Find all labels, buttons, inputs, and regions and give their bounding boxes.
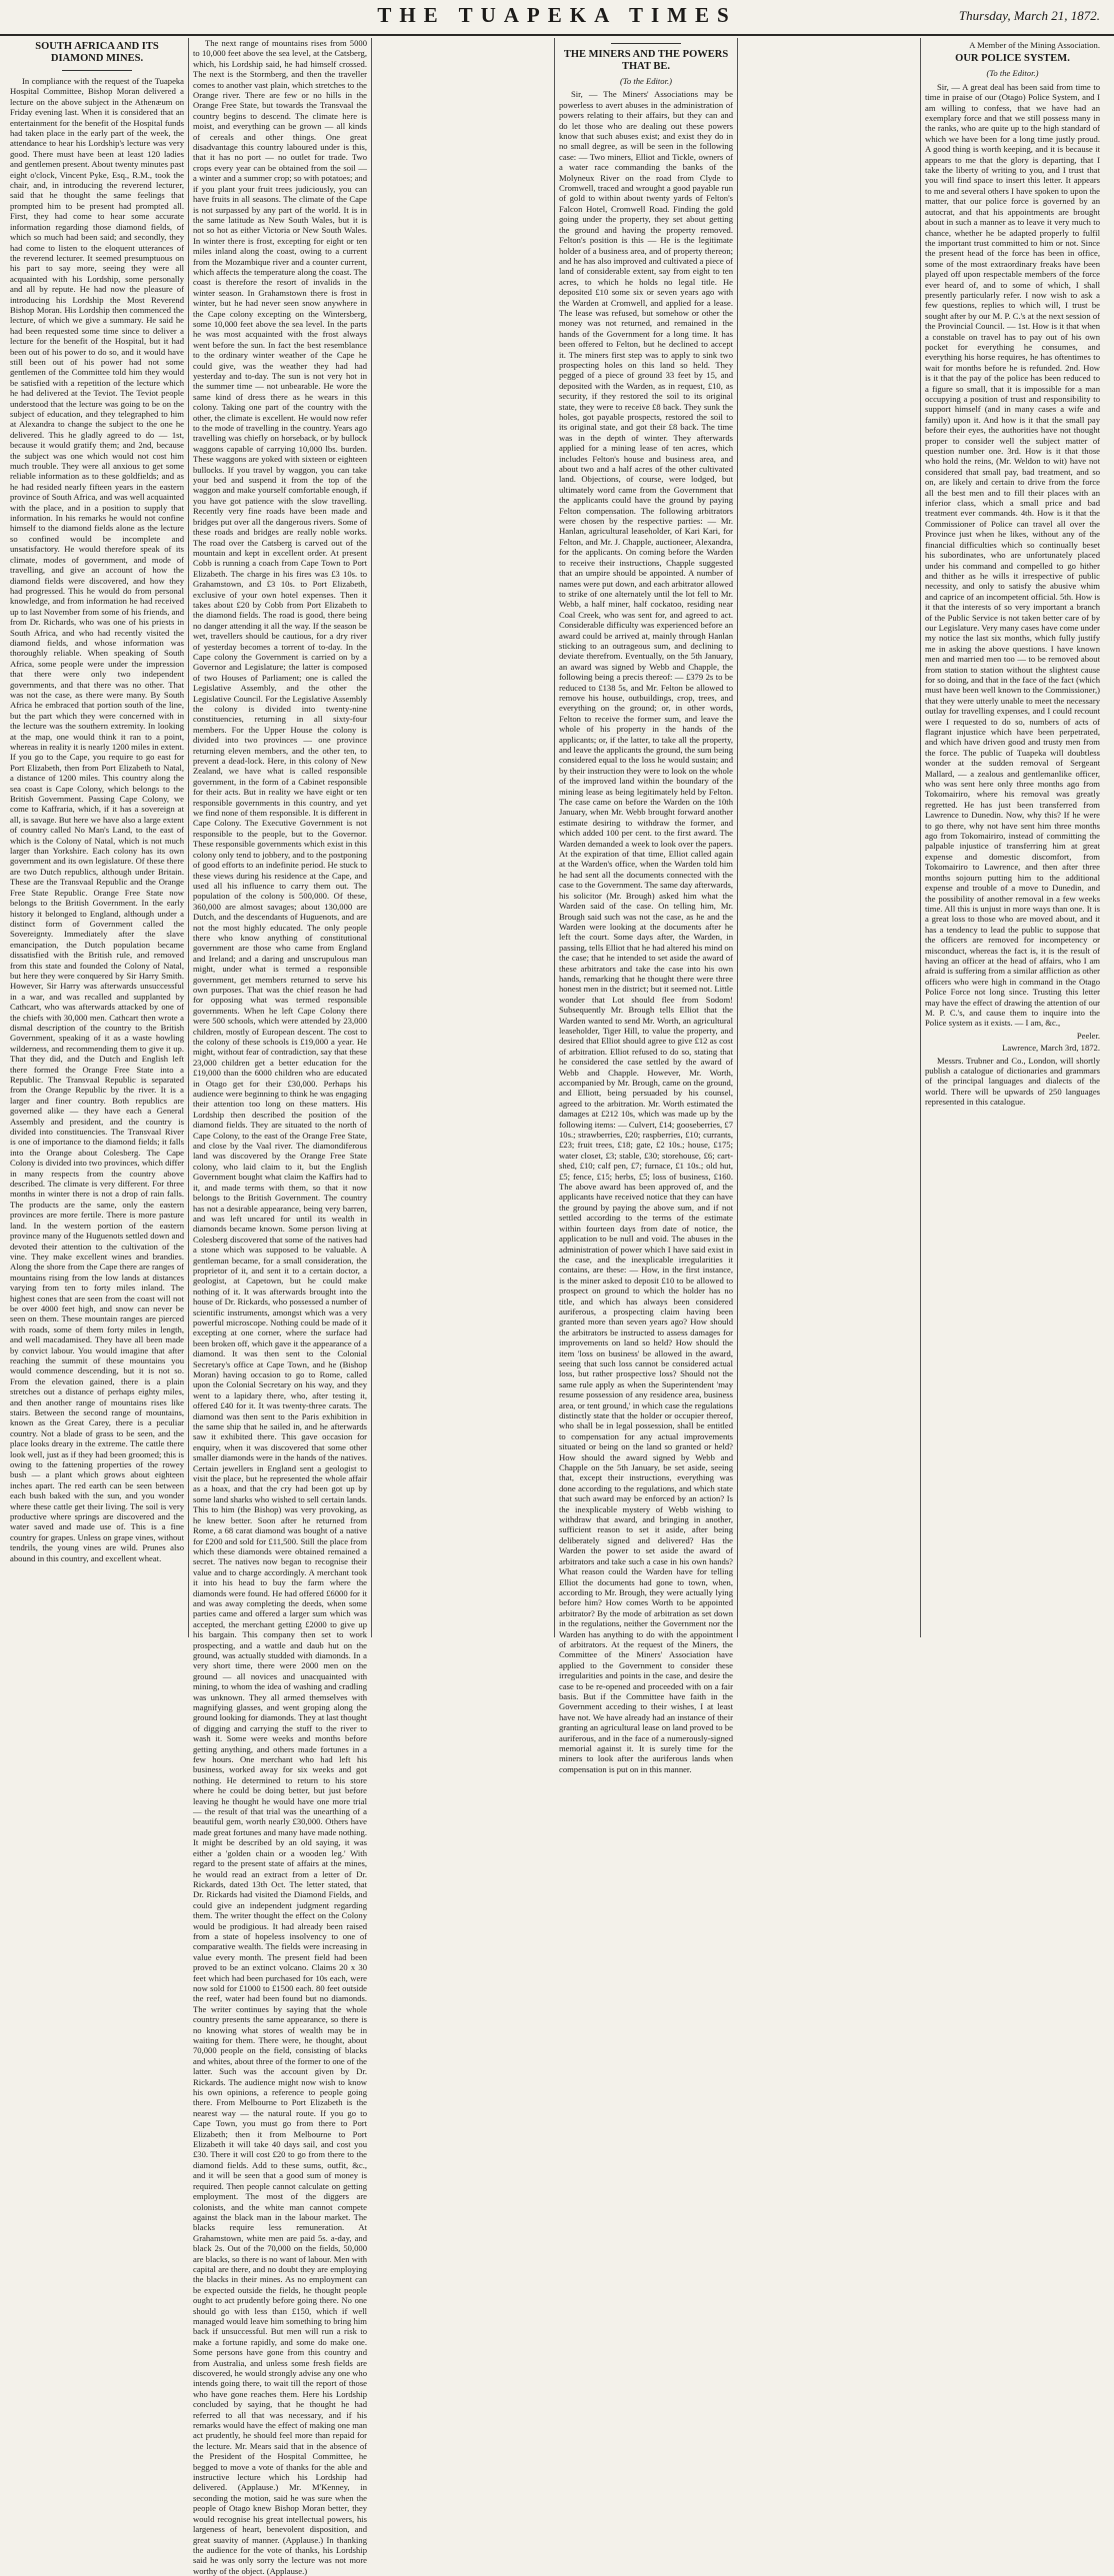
newspaper-title: THE TUAPEKA TIMES <box>377 3 737 27</box>
miners-signature: A Member of the Mining Association. <box>969 40 1100 50</box>
south-africa-heading: SOUTH AFRICA AND ITS DIAMOND MINES. <box>35 41 159 64</box>
column-1 <box>6 38 189 1637</box>
article-divider <box>611 43 681 44</box>
article-columns <box>6 38 1108 2576</box>
police-body: Sir, — A great deal has been said from time to time in praise of our (Otago) Police System, and I am willing to confess, that we have had an exemplary force and that we still possess many in the ranks, who are quite up to the high standard of which we have been for a long time justly proud. A good thing is worth keeping, and it is because it appears to me that the glory is departing, that I take the liberty of writing to you, and I trust that you will find space to insert this letter. It appears to me and several others I have spoken to upon the matter, that our police force is governed by an autocrat, and that his appointments are brought about in such a manner as to leave it very much to chance, whether he be adapted properly to fulfil the important trust committed to him or not. Since the present head of the force has been in office, some of the most extraordinary freaks have been played off upon respectable members of the force ever heard of, and to some of which, I shall presently particularly refer. I now wish to ask a few questions, replies to which will, I trust be sought after by our M. P. C.'s at the next session of the Provincial Council. — 1st. How is it that when a constable on travel has to pay out of his own pocket for everything he consumes, and everything his horse requires, he has oftentimes to wait for months before he is refunded. 2nd. How is it that the pay of the police has been reduced to a figure so small, that it is impossible for a man occupying a position of trust and responsibility to support himself (and in many cases a wife and family) upon it. And how is it that the small pay before their eyes, the authorities have not thought proper to consider well the subject matter of question number one. 3rd. How is it that those who hold the reins, (Mr. Weldon to wit) have not considered that small pay, bad treatment, and so on, are likely and certain to drive from the force all the best men and to fill their places with an inferior class, which a small price and bad treatment ever commands. 4th. How is it that the Commissioner of Police can travel all over the Province just when he likes, without any of the financial difficulties which so continually beset his subordinates, who are unfortunately placed under his command and compelled to go hither and thither as he wills it irrespective of public necessity, and only to satisfy the abusive whim and caprice of an incompetent official. 5th. How is it that the interests of so very important a branch of the Public Service is not taken better care of by our Legislature. Very many cases have come under my notice the last six months, which fully justify me in asking the above questions. I have known men and married men too — to be removed about from station to station without the slightest cause for so doing, and that in the face of the fact (which must have been well known to the Commissioner,) that they were utterly unable to meet the necessary outlay for travelling expenses, and I could recount were I requested to do so, numbers of acts of flagrant injustice which have been perpetrated, and which have driven good and trusty men from the force. The public of Tuapeka will doubtless wonder at the sudden removal of Sergeant Mallard, — a zealous and gentlemanlike officer, who was sent here only three months ago from Tokomairiro, where his removal was greatly regretted. He has just been transferred from Lawrence to Dunedin. Now, why this? If he were to go there, why not have sent him three months ago from Tokomairiro, instead of committing the palpable injustice of transferring him at great expense and domestic discomfort, from Tokomairiro to Lawrence, and then after three months sojourn putting him to the additional expense and trouble of a move to Dunedin, and the possibility of another removal in a few weeks time. All this is unjust in more ways than one. It is a great loss to those who are moved about, and it has a tendency to lead the public to suppose that the officers are removed for incompetency or misconduct, whereas the fact is, it is the result of having an officer at the head of affairs, who I am afraid is suffering from a similar affliction as other officers who were high in command in the Otago Police Force not long since. Trusting this letter may have the effect of drawing the attention of our M. P. C.'s, and cause them to inquire into the Police system as it exists. — I am, &c., <box>925 81 1100 1029</box>
miners-heading: THE MINERS AND THE POWERS THAT BE. <box>563 49 729 72</box>
masthead <box>0 0 1114 36</box>
issue-date: Thursday, March 21, 1872. <box>958 8 1100 23</box>
miners-attribution: (To the Editor.) <box>620 76 672 86</box>
police-signature: Peeler. <box>1076 1030 1100 1041</box>
column-5 <box>738 38 921 1637</box>
police-attribution: (To the Editor.) <box>986 68 1039 79</box>
column-2 <box>189 38 372 2576</box>
police-heading: OUR POLICE SYSTEM. <box>955 53 1070 65</box>
column-4 <box>555 38 738 1774</box>
publisher-notice: Messrs. Trubner and Co., London, will shortly publish a catalogue of dictionaries and grammars of the principal languages and dialects of the world. There will be upwards of 250 languages represented in this catalogue. <box>925 1055 1100 1108</box>
heading-rule <box>62 70 132 71</box>
police-place-date: Lawrence, March 3rd, 1872. <box>1002 1043 1100 1054</box>
south-africa-body-continued: The next range of mountains rises from 5000 to 10,000 feet above the sea level, at the Catsberg, which, his Lordship said, he had himself crossed. The next is the Stormberg, and then the traveller comes to another vast plain, which stretches to the Orange river. There are few or no hills in the Orange Free State, but towards the Transvaal the country begins to descend. The climate here is moist, and everything can be grown — all kinds of cereals and other things. One great disadvantage this country laboured under is this, that it has no port — no outlet for trade. Two crops every year can be obtained from the soil — a winter and a summer crop; so with potatoes; and if you plant your fruit trees judiciously, you can have fruits in all seasons. The climate of the Cape is not surpassed by any part of the world. It is in the same latitude as New South Wales, but it is not so hot as either Victoria or New South Wales. In winter there is frost, excepting for eight or ten miles inland along the coast, owing to a current from the Mozambique river and a counter current, which affects the temperature along the coast. The coast is therefore the resort of invalids in the winter season. In Grahamstown there is frost in winter, but he had never seen snow anywhere in the Cape colony excepting on the Wintersberg, some 10,000 feet above the sea level. In the parts he was most acquainted with the frost always went before the sun. In fact the best resemblance to the ordinary winter weather of the Cape he could give, was the weather they had had yesterday and to-day. The sun is not very hot in the summer time — not unbearable. He wore the same kind of dress there as he wears in this colony. Taking one part of the country with the other, the climate is excellent. He would now refer to the mode of travelling in the country. Years ago travelling was chiefly on horseback, or by bullock waggons capable of carrying 10,000 lbs. burden. These waggons are yoked with sixteen or eighteen bullocks. If you travel by waggon, you can take your bed and suspend it from the top of the waggon and make yourself comfortable enough, if you have got patience with the slow travelling. Recently very fine roads have been made and bridges put over all the dangerous rivers. Some of these roads and bridges are really noble works. The road over the Catsberg is carved out of the mountain and kept in excellent order. At present Cobb is running a coach from Cape Town to Port Elizabeth. The charge in his fires was £3 10s. to Grahamstown, and £3 10s. to Port Elizabeth, exclusive of your own hotel expenses. Then it takes about £20 by Cobb from Port Elizabeth to the diamond fields. The road is good, there being no danger attending it all the way. If the season be wet, travellers should be cautious, for a dry river of yesterday becomes a torrent of to-day. In the Cape colony the Government is carried on by a Governor and Legislature; the latter is composed of two Houses of Parliament; one is called the Legislative Assembly, and the other the Legislative Council. For the Legislative Assembly the colony is divided into twenty-nine constituencies, returning in all sixty-four members. For the Upper House the colony is divided into two provinces — one province returning eleven members, and the other ten, to prevent a dead-lock. Here, in this colony of New Zealand, we have what is called responsible government, in the form of a Cabinet responsible for their acts. But in reality we have eight or ten responsible governments in this country, and yet we find none of them responsible. It is different in Cape Colony. The Executive Government is not responsible to the people, but to the Governor. These responsible governments which exist in this colony only tend to jobbery, and to the postponing of good efforts to an indefinite period. He stuck to these views during his residence at the Cape, and used all his influence to carry them out. The population of the colony is 500,000. Of these, 360,000 are almost savages; about 130,000 are Dutch, and the descendants of Huguenots, and are not the most highly educated. The only people there who know anything of constitutional government are those who came from England and Ireland; and a daring and unscrupulous man might, under what is termed a responsible government, get members returned to serve his own purposes. That was the chief reason he had for opposing what was termed responsible governments. When he left Cape Colony there were 500 schools, which were attended by 23,000 children, mostly of European descent. The cost to the colony of these schools is £19,000 a year. He might, without fear of contradiction, say that these 23,000 children get a better education for the £19,000 than the 6000 children who are educated in Otago get for their £30,000. Perhaps his audience were beginning to think he was engaging their attention too long on these matters. His Lordship then described the position of the diamond fields. They are situated to the north of Cape Colony, to the east of the Orange Free State, and close by the Vaal river. The diamondiferous land was discovered by the Orange Free State colony, who laid claim to it, but the English Government bought what claim the Kaffirs had to it, and made terms with them, so that it now belongs to the British Government. The country has not a desirable appearance, being very barren, and was left uncared for until its wealth in diamonds became known. Some person living at Colesberg discovered that some of the natives had a stone which was supposed to be valuable. A gentleman became, for a small consideration, the proprietor of it, and sent it to a certain doctor, a geologist, at Capetown, but he could make nothing of it. It was afterwards brought into the house of Dr. Rickards, who possessed a number of scientific instruments, amongst which was a very powerful microscope. Nothing could be made of it excepting at one corner, where the surface had been broken off, which gave it the appearance of a diamond. It was then sent to the Colonial Secretary's office at Cape Town, and he (Bishop Moran) having occasion to go to Rome, called upon the Colonial Secretary on his way, and they went to a lapidary there, who, after testing it, offered £40 for it. It was twenty-three carats. The diamond was then sent to the Paris exhibition in the same ship that he sailed in, and he afterwards saw it exhibited there. This gave occasion for enquiry, when it was discovered that some other smaller diamonds were in the hands of the natives. Certain jewellers in England sent a geologist to visit the place, but he represented the whole affair as a hoax, and that the cry had been got up by some land sharks who wished to sell certain lands. This to him (the Bishop) was very provoking, as he knew better. Soon after he returned from Rome, a 68 carat diamond was bought of a native for £200 and sold for £11,500. Still the place from which these diamonds were obtained remained a secret. The natives now began to recognise their value and to charge accordingly. A merchant took it into his head to buy the farm where the diamonds were found. He had offered £6000 for it and was away completing the deeds, when some parties came and offered a larger sum which was accepted, the merchant getting £2000 to give up his bargain. This company then set to work prospecting, and a wattle and daub hut on the ground, was actually studded with diamonds. In a very short time, there were 2000 men on the ground — all novices and unacquainted with mining, to whom the idea of washing and cradling was unknown. They all armed themselves with magnifying glasses, and went groping along the ground looking for diamonds. They at last thought of digging and carrying the stuff to the river to wash it. Some were weeks and months before getting anything, and others made fortunes in a few hours. One merchant who had left his business, worked away for six weeks and got nothing. He determined to return to his store where he could be doing better, but just before leaving he thought he would have one more trial — the result of that trial was the unearthing of a beautiful gem, worth nearly £30,000. Others have made great fortunes and many have made nothing. It might be described by an old saying, it was either a 'golden chain or a wooden leg.' With regard to the present state of affairs at the mines, he would read an extract from a letter of Dr. Rickards, dated 13th Oct. The letter stated, that Dr. Rickards had visited the Diamond Fields, and could give an independent judgment regarding them. The writer thought the effect on the Colony would be prodigious. It had already been raised from a state of hopeless insolvency to one of comparative wealth. The fields were increasing in value every month. The present field had been proved to be an extinct volcano. Claims 20 x 30 feet which had been purchased for 10s each, were now sold for £1000 to £1500 each. 80 feet outside the reef, water had been found but no diamonds. The writer continues by saying that the whole country presents the same appearance, so there is no knowing what stores of wealth may be in waiting for them. There were, he thought, about 70,000 people on the field, consisting of blacks and whites, about three of the former to one of the latter. Such was the account given by Dr. Rickards. The audience might now wish to know his own opinions, a reference to people going there. From Melbourne to Port Elizabeth is the nearest way — the natural route. If you go to Cape Town, you must go from there to Port Elizabeth; then it from Melbourne to Port Elizabeth it will take 40 days sail, and cost you £30. There it will cost £20 to go from there to the diamond fields. Add to these sums, outfit, &c., and it will be seen that a good sum of money is required. Then people cannot calculate on getting employment. The most of the diggers are colonists, and the white man cannot compete against the black man in the labour market. The blacks require less remuneration. At Grahamstown, white men are paid 5s. a-day, and black 2s. Out of the 70,000 on the fields, 50,000 are blacks, so there is no want of labour. Men with capital are there, and no doubt they are employing the blacks in their mines. As no employment can be expected outside the fields, he thought people ought to act prudently before going there. No one should go with less than £150, which if well managed would leave him something to bring him back if unsuccessful. But men will run a risk to make a fortune rapidly, and some do make one. Some persons have gone from this country and from Australia, and unless some fresh fields are discovered, he would strongly advise any one who intends going there, to wait till the report of those who have gone reaches them. Here his Lordship concluded by saying, that he thought he had referred to all that was necessary, and if his remarks would have the effect of making one man act prudently, he should feel more than repaid for the lecture. Mr. Mears said that in the absence of the President of the Hospital Committee, he begged to move a vote of thanks for the able and instructive lecture which his Lordship had delivered. (Applause.) Mr. M'Kenney, in seconding the motion, said he was sure when the people of Otago knew Bishop Moran better, they would recognise his great intellectual powers, his largeness of heart, benevolent disposition, and great suavity of manner. (Applause.) In thanking the audience for the vote of thanks, his Lordship said he was only sorry the lecture was not more worthy of the object. (Applause.) <box>193 38 367 2576</box>
column-6 <box>921 38 1104 1637</box>
miners-body: Sir, — The Miners' Associations may be powerless to avert abuses in the administration of powers relating to their affairs, but they can and do let those who are dealing out these powers know that such abuses exist; and exist they do in no small degree, as will be seen in the following case: — Two miners, Elliot and Tickle, owners of a water race commanding the banks of the Molyneux River on the road from Clyde to Cromwell, traced and wrought a good payable run of gold to within about twenty yards of Felton's Falcon Hotel, Cromwell Road. Finding the gold going under the property, they set about getting the ground and having the property removed. Felton's position is this — He is the legitimate holder of a business area, and of property thereon; and he has also improved and cultivated a piece of land of considerable extent, say from eight to ten acres, to which he holds no legal title. He deposited £10 some six or seven years ago with the Warden at Cromwell, and applied for a lease. The lease was refused, but somehow or other the money was not returned, and remained in the hands of the Government for a long time. It has been offered to Felton, but he declined to accept it. The miners first step was to apply to sink two prospecting holes on this land so held. They pegged of a piece of ground 33 feet by 15, and deposited with the Warden, as in request, £10, as security, if they restored the soil to its original state, they were to receive £8 back. They sunk the holes, got payable prospects, restored the soil to its original state, and got their £8 back. The time was in the depth of winter. They afterwards applied for a mining lease of ten acres, which includes Felton's house and business area, and about two and a half acres of the other cultivated land. Objections, of course, were lodged, but ultimately word came from the Government that the applicants could have the ground by paying Felton compensation. The following arbitrators were chosen by the respective parties: — Mr. Hanlan, agricultural leaseholder, of Kari Kari, for Felton, and Mr. J. Chapple, auctioneer, Alexandra, for the applicants. On coming before the Warden to receive their instructions, Chapple suggested that an umpire should be appointed. A number of names were put down, and each arbitrator allowed to strike of one alternately until the lot fell to Mr. Webb, a half miner, half cockatoo, residing near Coal Creek, who was sent for, and agreed to act. Considerable difficulty was experienced before an award could be arrived at, mainly through Hanlan sticking to an outrageous sum, and declining to deviate therefrom. Eventually, on the 5th January, an award was signed by Webb and Chapple, the following being a precis thereof: — £379 2s to be reduced to £138 5s, and Mr. Felton be allowed to remove his house, outbuildings, crop, trees, and everything on the ground; or, in other words, Felton to receive the former sum, and leave the whole of his property in the hands of the applicants; or, if the latter, to take all the property, and leave the applicants the ground, the sum being considered equal to the loss he would sustain; and by their instruction they were to look on the whole of the improved land within the boundary of the mining lease as being legitimately held by Felton. The case came on before the Warden on the 10th January, when Mr. Webb brought forward another estimate desiring to withdraw the former, and which added 100 per cent. to the first award. The Warden demanded a week to look over the papers. At the expiration of that time, Elliot called again at the Warden's office, when the Warden told him he had sent all the documents connected with the case to the Government. The same day afterwards, his solicitor (Mr. Brough) asked him what the Warden said of the case. On telling him, Mr. Brough said such was not the case, as he and the Warden were looking at the documents after he left the court. Some days after, the Warden, in passing, tells Elliot that he had altered his mind on the case; that he intended to set aside the award of these arbitrators and take the case into his own hands, remarking that he thought there were three honest men in the district; but it seemed not. Little wonder that Lot should flee from Sodom! Subsequently Mr. Brough tells Elliot that the Warden wanted to send Mr. Worth, an agricultural leaseholder, Tiger Hill, to value the property, and desired that Elliot should agree to give £12 as cost of arbitration. Elliot refused to do so, stating that he considered the case settled by the award of Webb and Chapple. However, Mr. Worth, accompanied by Mr. Brough, came on the ground, and Elliott, being persuaded by his counsel, agreed to the arbitration. Mr. Worth estimated the damages at £212 10s, which was made up by the following items: — Culvert, £14; gooseberries, £7 10s.; strawberries, £20; raspberries, £10; currants, £23; fruit trees, £18; gate, £2 10s.; house, £175; water closet, £3; stable, £30; storehouse, £6; cart-shed, £10; calf pen, £7; furnace, £1 10s.; old hut, £5; fence, £15; herbs, £5; loss of business, £160. The above award has been approved of, and the applicants have received notice that they can have the ground by paying the above sum, and if not settled according to the terms of the estimate within fourteen days from date of notice, the application to be null and void. The abuses in the administration of power which I have said exist in the case, and the inexplicable irregularities it contains, are these: — How, in the first instance, is the miner asked to deposit £10 to be allowed to prospect on ground to which the holder has no title, and which has always been considered auriferous, a prospecting claim having been granted more than seven years ago? How should the arbitrators be instructed to assess damages for improvements on land so held? How should the item 'loss on business' be allowed in the award, seeing that such loss cannot be considered actual loss, but rather prospective loss? Should not the same rule apply as when the Superintendent 'may resume possession of any residence area, business area, or tent ground,' in which case the regulations distinctly state that the holder or occupier thereof, who shall be in legal possession, shall be entitled to compensation for any actual improvements situated or being on the land so granted or held? How should the award signed by Webb and Chapple on the 5th January, be set aside, seeing that, except their instructions, everything was done according to the regulations, and which state that such award may be enforced by an action? Is the inexplicable mystery of Webb wishing to withdraw that award, and bringing in another, sufficient reason to set it aside, after being deliberately signed and delivered? Has the Warden the power to set aside the award of arbitrators and take such a case in his own hands? What reason could the Warden have for telling Elliot the documents had gone to town, when, according to Mr. Brough, they were actually lying before him? How comes Worth to be appointed arbitrator? By the mode of arbitration as set down in the regulations, neither the Government nor the Warden has anything to do with the appointment of arbitrators. At the request of the Miners, the Committee of the Miners' Association have applied to the Government to consider these irregularities and points in the case, and desire the case to be re-opened and proceeded with on a fair basis. But if the Committee have faith in the Government acceding to their wishes, I at least have not. We have already had an instance of their granting an agricultural lease on land proved to be auriferous, and in the face of a numerously-signed memorial against it. It is surely time for the miners to look after the auriferous lands when compensation is put on in this manner. <box>559 89 733 1774</box>
south-africa-body: In compliance with the request of the Tuapeka Hospital Committee, Bishop Moran delivered a lecture on the above subject in the Athenæum on Friday evening last. When it is considered that an entertainment for the benefit of the Hospital funds had taken place in the early part of the week, the attendance to hear his Lordship's lecture was very good. There must have been at least 120 ladies and gentlemen present. About twenty minutes past eight o'clock, Vincent Pyke, Esq., R.M., took the chair, and, in introducing the reverend lecturer, said that he thought the same feelings that prompted him to be present had prompted all. First, they had come to hear some accurate information regarding those diamond fields, of which so much had been said; and secondly, they had come to listen to the eloquent utterances of the reverend lecturer. It seemed presumptuous on his part to say more, seeing they were all acquainted with his Lordship, some personally and all by repute. He had now the pleasure of introducing his Lordship the Most Reverend Bishop Moran. His Lordship then commenced the lecture, of which we give a summary. He said he had been requested some time since to deliver a lecture for the benefit of the Hospital, but it had been out of his power to do so, and it would have still been out of his power had not some gentlemen of the Committee told him they would be satisfied with a repetition of the lecture which he had delivered at the Teviot. The Teviot people understood that the lecture was going to be on the subject of education, and they telegraphed to him at Alexandra to change the subject to the one he delivered. This he gladly agreed to do — 1st, because it would gratify them; and 2nd, because the subject was one which would not cost him much trouble. They were all anxious to get some reliable information as to these goldfields; and as he had resided nearly fifteen years in the eastern province of South Africa, and was well acquainted with the place, and in a position to supply that information. In his remarks he would not confine himself to the diamond fields alone as the lecture so confined would be incomplete and unsatisfactory. He would therefore speak of its climate, modes of government, and mode of travelling, and give an account of how the diamond fields were discovered, and how they had progressed. This he would do from personal knowledge, and from information he had received up to last November from some of his friends, and from Dr. Richards, who was one of his priests in South Africa, and who had recently visited the diamond fields, and whose information was thoroughly reliable. When speaking of South Africa, some people were under the impression that there were only two independent governments, and that there was no other. That was not the case, as there were many. By South Africa he embraced that portion south of the line, but the part which they were concerned with in the lecture was the southern extremity. In looking at the map, one would think it ran to a point, whereas in reality it is nearly 1200 miles in extent. If you go to the Cape, you require to go east for Port Elizabeth, then from Port Elizabeth to Natal, a distance of 1200 miles. This country along the sea coast is Cape Colony, which belongs to the British Government. Passing Cape Colony, we come to Kaffraria, which, if it has a sovereign at all, is savage. But here we have also a large extent of country called No Man's Land, to the east of which is the Colony of Natal, which is not much larger than Yorkshire. Each colony has its own government and its own legislature. Of these there are two Dutch republics, although under Britain. These are the Transvaal Republic and the Orange Free State Republic. Orange Free State now belongs to the British Government. In the early history it belonged to England, although under a distinct form of Government called the Sovereignty. Immediately after the slave emancipation, the Dutch population became dissatisfied with the British rule, and removed from this state and founded the Colony of Natal, but here they were conquered by Sir Harry Smith. However, Sir Harry was afterwards unsuccessful in a war, and was recalled and supplanted by Cathcart, who was afterwards attacked by one of the chiefs with 30,000 men. Cathcart then wrote a dismal description of the country to the British Government, speaking of it as a waste howling wilderness, and recommending them to give it up. That they did, and the Dutch and English left there formed the Orange Free State into a Republic. The Transvaal Republic is separated from the Orange Republic by the river. It is a larger and finer country. Both republics are governed alike — they have each a General Assembly and president, and the country is divided into constituencies. The Transvaal River is one of importance to the diamond fields; it falls into the Orange about Colesberg. The Cape Colony is divided into two provinces, which differ in many respects from the country above described. The climate is very different. For three months in winter there is not a drop of rain falls. The products are the same, only the eastern provinces are more fertile. There is more pasture land. In the western portion of the eastern province many of the Huguenots settled down and devoted their attention to the cultivation of the vine. They make excellent wines and brandies. Along the shore from the Cape there are ranges of mountains rising from the low lands at distances varying from ten to forty miles inland. The highest cones that are seen from the coast will not be over 4000 feet high, and snow can never be seen on them. These mountain ranges are pierced with roads, some of them forty miles in length, and well macadamised. They have all been made by convict labour. You would imagine that after reaching the summit of these mountains you would commence descending, but it is not so. From the elevation gained, there is a plain stretches out a distance of perhaps eighty miles, and then another range of mountains rises like stairs. Between the second range of mountains, known as the Great Carey, there is a peculiar country. Not a blade of grass to be seen, and the place looks dreary in the extreme. The cattle there look well, just as if they had been groomed; this is owing to the fattening properties of the rowey bush — a plant which grows about eighteen inches apart. The red earth can be seen between each bush baked with the sun, and you wonder where these cattle get their living. The soil is very productive where springs are discovered and the water saved and made use of. This is a fine country for grapes. Unless on grape vines, without tendrils, the young vines are wild. Prunes also abound in this country, and excellent wheat. <box>10 76 184 1563</box>
column-3 <box>372 38 555 1637</box>
